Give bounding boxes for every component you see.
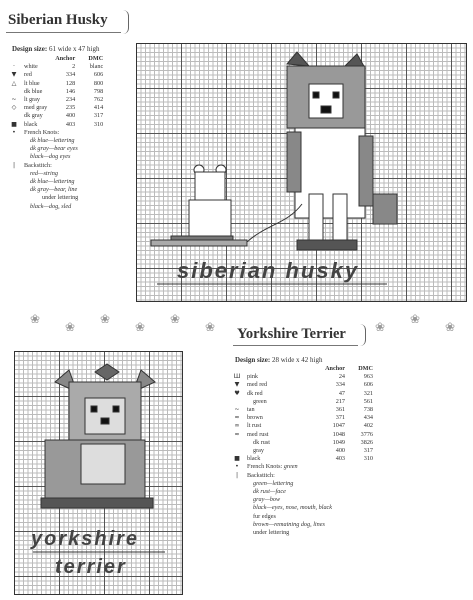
dmc-number: 310: [93, 120, 104, 128]
husky-key-row: [6, 71, 105, 79]
bs-item: [229, 488, 375, 496]
yorkie-key-row: [229, 414, 375, 422]
dmc-number: 800: [93, 79, 104, 87]
bs-item-text: green—lettering: [253, 479, 294, 487]
yorkie-key-row: [229, 439, 375, 447]
husky-design-size-value: 61 wide x 47 high: [48, 45, 100, 53]
husky-key-row: [6, 121, 105, 129]
dmc-number: blanc: [89, 63, 104, 71]
bs-item-text: dk gray—bear, line: [30, 186, 78, 194]
yorkie-key-row: [229, 431, 375, 439]
dmc-number: 402: [363, 422, 373, 430]
bs-item: [229, 496, 375, 504]
color-name: dk rust: [253, 438, 271, 446]
anchor-number: 235: [65, 104, 76, 112]
paw-print-icon: ❀: [30, 312, 41, 326]
husky-design-size: [12, 45, 100, 53]
husky-side-left: [287, 132, 301, 192]
anchor-number: 1047: [332, 422, 345, 430]
anchor-number: 2: [72, 63, 76, 71]
dmc-number: 738: [363, 406, 373, 414]
bs-item-text: under lettering: [253, 529, 290, 537]
symbol: [6, 88, 22, 96]
dmc-number: 317: [93, 112, 104, 120]
dmc-number: 561: [363, 397, 373, 405]
husky-ear-left: [287, 52, 309, 66]
dmc-number: 321: [363, 389, 373, 397]
yorkie-french-knots: [229, 463, 375, 471]
color-name: black: [24, 120, 38, 128]
yorkie-key-row: [229, 373, 375, 381]
husky-title: Siberian Husky: [8, 12, 108, 28]
bs-item-text: dk blue—lettering: [30, 178, 75, 186]
paw-print-icon: ❀: [375, 320, 386, 334]
yorkie-eye-right: [113, 406, 119, 412]
color-name: med rust: [247, 430, 269, 438]
paw-print-icon: ❀: [135, 320, 146, 334]
anchor-number: 400: [335, 447, 345, 455]
symbol: Ш: [233, 373, 241, 381]
husky-paws: [297, 240, 357, 250]
bs-item-text: black—eyes, nose, mouth, black: [253, 504, 333, 512]
bs-item: [229, 529, 375, 537]
bs-item-text: under lettering: [42, 194, 79, 202]
anchor-number: 334: [65, 71, 76, 79]
husky-key-row: [6, 88, 105, 96]
yorkie-key-row: [229, 398, 375, 406]
paw-print-icon: ❀: [410, 312, 421, 326]
husky-tail: [373, 194, 397, 224]
husky-col-anchor: Anchor: [55, 55, 76, 62]
anchor-number: 371: [335, 414, 345, 422]
fk-item: [6, 145, 105, 153]
yorkie-face: [85, 398, 125, 434]
yorkie-nose: [101, 418, 109, 424]
dmc-number: 606: [93, 71, 104, 79]
color-name: lt gray: [24, 96, 40, 104]
husky-col-dmc: DMC: [88, 55, 104, 62]
fk-item-text: dk blue—lettering: [30, 137, 75, 145]
dmc-number: 963: [363, 373, 373, 381]
husky-eye-right: [333, 92, 339, 98]
symbol: ▼: [234, 381, 240, 389]
color-name: lt rust: [247, 422, 262, 430]
symbol: ▼: [11, 71, 17, 79]
french-knots-color: green: [283, 463, 298, 471]
yorkie-key-table: [229, 365, 375, 537]
husky-eye-left: [313, 92, 319, 98]
anchor-number: 1048: [332, 430, 345, 438]
husky-dog-figure: [287, 52, 397, 250]
yorkie-dog-figure: [41, 364, 155, 508]
symbol: [229, 398, 245, 406]
husky-leg-front-right: [333, 194, 347, 246]
symbol: ≈: [234, 414, 240, 422]
bs-item-text: red—string: [30, 169, 58, 177]
husky-key-row: [6, 96, 105, 104]
dmc-number: 606: [363, 381, 373, 389]
husky-key-table: [6, 55, 105, 211]
color-name: tan: [247, 406, 255, 414]
symbol: [229, 439, 245, 447]
bs-item: [6, 203, 105, 211]
husky-leg-front-left: [309, 194, 323, 246]
bear-body: [189, 200, 231, 240]
yorkie-chart-lettering-1: yorkshire: [31, 528, 140, 550]
yorkie-key-row: [229, 455, 375, 463]
yorkie-chart-lettering-2: terrier: [55, 556, 127, 578]
dmc-number: 310: [363, 455, 373, 463]
anchor-number: 400: [65, 112, 76, 120]
husky-key-row: [6, 112, 105, 120]
color-name: black: [247, 455, 261, 463]
yorkie-key-row: [229, 406, 375, 414]
yorkie-design-size-value: 28 wide x 42 high: [271, 356, 323, 364]
symbol: ~: [11, 96, 17, 104]
bs-item-text: black—dog, sled: [30, 202, 72, 210]
backstitch-symbol-icon: |: [235, 471, 239, 479]
husky-chest: [295, 128, 365, 218]
fk-item-text: black—dog eyes: [30, 153, 71, 161]
yorkie-col-anchor: Anchor: [325, 365, 345, 372]
husky-french-knots: [6, 129, 105, 137]
yorkie-key-header: [229, 365, 375, 373]
yorkie-feet: [41, 498, 153, 508]
husky-side-right: [359, 136, 373, 206]
symbol: ♥: [234, 389, 240, 397]
bs-item-text: gray—bow: [253, 496, 281, 504]
fk-item: [6, 137, 105, 145]
yorkie-design-size-label: Design size:: [235, 356, 271, 364]
fk-item-text: dk gray—bear eyes: [30, 145, 78, 153]
sled-figure: [151, 240, 247, 246]
color-name: med gray: [24, 104, 48, 112]
husky-key-row: [6, 80, 105, 88]
anchor-number: 128: [65, 79, 76, 87]
bs-item: [229, 480, 375, 488]
symbol: ·: [13, 63, 15, 71]
paw-print-icon: ❀: [205, 320, 216, 334]
color-name: gray: [253, 447, 264, 455]
dmc-number: 3776: [360, 430, 373, 438]
anchor-number: 403: [65, 120, 76, 128]
paw-print-icon: ❀: [100, 312, 111, 326]
anchor-number: 403: [335, 455, 345, 463]
anchor-number: 334: [335, 381, 345, 389]
color-name: dk blue: [24, 87, 43, 95]
yorkie-key-row: [229, 422, 375, 430]
bs-item-text: dk rust—face: [253, 488, 286, 496]
husky-color-key: [6, 55, 105, 211]
bs-item-text: fur edges: [253, 512, 276, 520]
yorkie-key-row: [229, 390, 375, 398]
paw-print-icon: ❀: [170, 312, 181, 326]
dmc-number: 414: [93, 104, 104, 112]
color-name: dk red: [247, 389, 263, 397]
husky-key-header: [6, 55, 105, 63]
yorkie-design-size: [235, 356, 323, 364]
backstitch-label: Backstitch:: [24, 161, 52, 169]
color-name: green: [253, 397, 267, 405]
dmc-number: 317: [363, 447, 373, 455]
paw-print-icon: ❀: [445, 320, 456, 334]
backstitch-symbol-icon: |: [12, 161, 16, 169]
french-knot-symbol-icon: •: [235, 463, 239, 471]
yorkie-bow: [95, 364, 119, 380]
husky-design-size-label: Design size:: [12, 45, 48, 53]
bs-item: [229, 521, 375, 529]
husky-title-rule: [6, 32, 121, 33]
fk-item: [6, 153, 105, 161]
yorkie-key-row: [229, 447, 375, 455]
yorkie-cross-stitch-chart: [14, 351, 183, 595]
husky-key-row: [6, 63, 105, 71]
yorkie-eye-left: [91, 406, 97, 412]
yorkie-title-flourish: [355, 324, 366, 346]
symbol: ◇: [11, 104, 17, 112]
backstitch-label: Backstitch:: [247, 471, 275, 479]
symbol: ≈: [234, 430, 240, 438]
yorkie-backstitch: [229, 472, 375, 480]
symbol: [6, 112, 22, 120]
yorkie-col-dmc: DMC: [358, 365, 373, 372]
color-name: lt blue: [24, 79, 40, 87]
yorkie-title-rule: [233, 345, 358, 346]
sled-base: [151, 240, 247, 246]
french-knot-symbol-icon: •: [12, 128, 16, 136]
dmc-number: 3826: [360, 438, 373, 446]
paw-print-icon: ❀: [65, 320, 76, 334]
color-name: white: [24, 63, 38, 71]
husky-nose: [321, 106, 331, 113]
bs-item: [6, 170, 105, 178]
bear-figure: [171, 165, 233, 246]
symbol: △: [11, 79, 17, 87]
anchor-number: 1049: [332, 438, 345, 446]
symbol: ■: [11, 120, 17, 128]
symbol: [229, 447, 245, 455]
symbol: ∞: [234, 422, 240, 430]
bs-item: [6, 178, 105, 186]
husky-title-block: [6, 8, 126, 42]
anchor-number: 24: [338, 373, 345, 381]
symbol: ■: [234, 455, 240, 463]
anchor-number: 47: [338, 389, 345, 397]
color-name: med red: [247, 381, 268, 389]
yorkie-title: Yorkshire Terrier: [237, 326, 346, 342]
bs-item: [6, 186, 105, 194]
yorkie-front: [81, 444, 125, 484]
husky-key-row: [6, 104, 105, 112]
bs-item-text: brown—remaining dog, lines: [253, 520, 325, 528]
yorkie-color-key: [229, 365, 375, 537]
dmc-number: 798: [93, 87, 104, 95]
anchor-number: 217: [335, 397, 345, 405]
dmc-number: 434: [363, 414, 373, 422]
bs-item: [229, 513, 375, 521]
bear-head: [195, 172, 225, 200]
color-name: pink: [247, 373, 259, 381]
french-knots-label: French Knots:: [24, 128, 60, 136]
french-knots-label: French Knots:: [247, 463, 283, 471]
husky-chart-lettering: siberian husky: [177, 258, 360, 283]
dmc-number: 762: [93, 96, 104, 104]
husky-backstitch: [6, 162, 105, 170]
anchor-number: 146: [65, 87, 76, 95]
color-name: red: [24, 71, 32, 79]
anchor-number: 234: [65, 96, 76, 104]
husky-cross-stitch-chart: [136, 43, 467, 302]
symbol: ~: [234, 406, 240, 414]
color-name: dk gray: [24, 112, 43, 120]
yorkie-title-block: [233, 322, 373, 354]
sled-string: [247, 204, 302, 242]
color-name: brown: [247, 414, 263, 422]
anchor-number: 361: [335, 406, 345, 414]
bs-item: [229, 504, 375, 512]
bs-item: [6, 194, 105, 202]
yorkie-key-row: [229, 381, 375, 389]
husky-title-flourish: [118, 10, 129, 34]
